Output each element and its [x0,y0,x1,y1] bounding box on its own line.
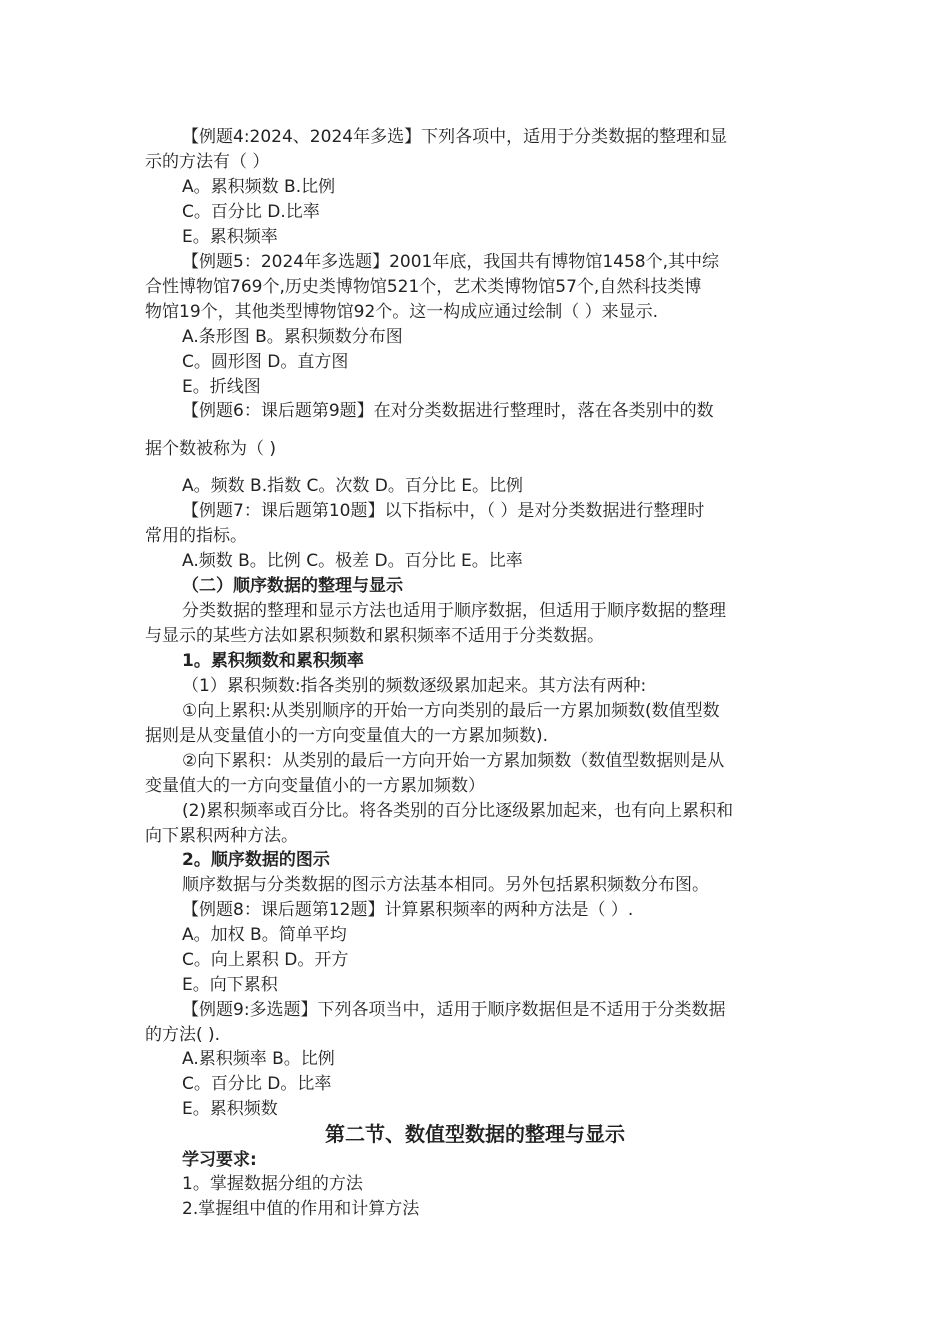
example-7-question: 【例题7：课后题第10题】以下指标中，（ ）是对分类数据进行整理时 [182,501,705,521]
paragraph-line: 顺序数据与分类数据的图示方法基本相同。另外包括累积频数分布图。 [182,875,709,895]
option-line: E。累积频数 [182,1099,278,1119]
example-7-question-cont: 常用的指标。 [145,526,247,546]
example-6-question: 【例题6：课后题第9题】在对分类数据进行整理时，落在各类别中的数 [182,401,714,421]
paragraph-line: 据则是从变量值小的一方向变量值大的一方累加频数). [145,726,549,746]
option-line: E。折线图 [182,377,261,397]
example-6-question-cont: 据个数被称为（ ) [145,439,277,459]
example-5-question-cont: 合性博物馆769个,历史类博物馆521个，艺术类博物馆57个,自然科技类博 [145,277,702,297]
option-line: A。频数 B.指数 C。次数 D。百分比 E。比例 [182,476,524,496]
option-line: C。圆形图 D。直方图 [182,352,349,372]
example-4-question-cont: 示的方法有（ ） [145,152,270,172]
option-line: A。累积频数 B.比例 [182,177,336,197]
example-5-question: 【例题5：2024年多选题】2001年底，我国共有博物馆1458个,其中综 [182,252,720,272]
option-line: C。百分比 D.比率 [182,202,320,222]
paragraph-line: (2)累积频率或百分比。将各类别的百分比逐级累加起来，也有向上累积和 [182,801,734,821]
subsection-heading: （二）顺序数据的整理与显示 [182,576,403,596]
example-9-question-cont: 的方法( ). [145,1025,221,1045]
example-5-question-cont: 物馆19个，其他类型博物馆92个。这一构成应通过绘制（ ）来显示. [145,302,659,322]
option-line: C。百分比 D。比率 [182,1074,332,1094]
section-title: 第二节、数值型数据的整理与显示 [325,1122,625,1146]
paragraph-line: 与显示的某些方法如累积频数和累积频率不适用于分类数据。 [145,626,604,646]
option-line: A。加权 B。简单平均 [182,925,347,945]
paragraph-line: 分类数据的整理和显示方法也适用于顺序数据，但适用于顺序数据的整理 [182,601,726,621]
numbered-heading: 1。累积频数和累积频率 [182,651,364,671]
option-line: A.累积频率 B。比例 [182,1049,335,1069]
numbered-heading: 2。顺序数据的图示 [182,850,330,870]
paragraph-line: 向下累积两种方法。 [145,826,298,846]
example-8-question: 【例题8：课后题第12题】计算累积频率的两种方法是（ ）. [182,900,634,920]
option-line: C。向上累积 D。开方 [182,950,349,970]
option-line: A.条形图 B。累积频数分布图 [182,327,403,347]
option-line: E。向下累积 [182,975,278,995]
option-line: A.频数 B。比例 C。极差 D。百分比 E。比率 [182,551,523,571]
option-line: E。累积频率 [182,227,278,247]
example-9-question: 【例题9:多选题】下列各项当中，适用于顺序数据但是不适用于分类数据 [182,1000,726,1020]
paragraph-line: ②向下累积：从类别的最后一方向开始一方累加频数（数值型数据则是从 [182,751,725,771]
example-4-question: 【例题4:2024、2024年多选】下列各项中，适用于分类数据的整理和显 [182,127,728,147]
paragraph-line: （1）累积频数:指各类别的频数逐级累加起来。其方法有两种: [182,676,647,696]
paragraph-line: ①向上累积:从类别顺序的开始一方向类别的最后一方累加频数(数值型数 [182,701,720,721]
paragraph-line: 变量值大的一方向变量值小的一方累加频数） [145,776,485,796]
requirement-item: 2.掌握组中值的作用和计算方法 [182,1199,420,1219]
requirement-item: 1。掌握数据分组的方法 [182,1174,363,1194]
requirements-title: 学习要求: [182,1150,257,1170]
